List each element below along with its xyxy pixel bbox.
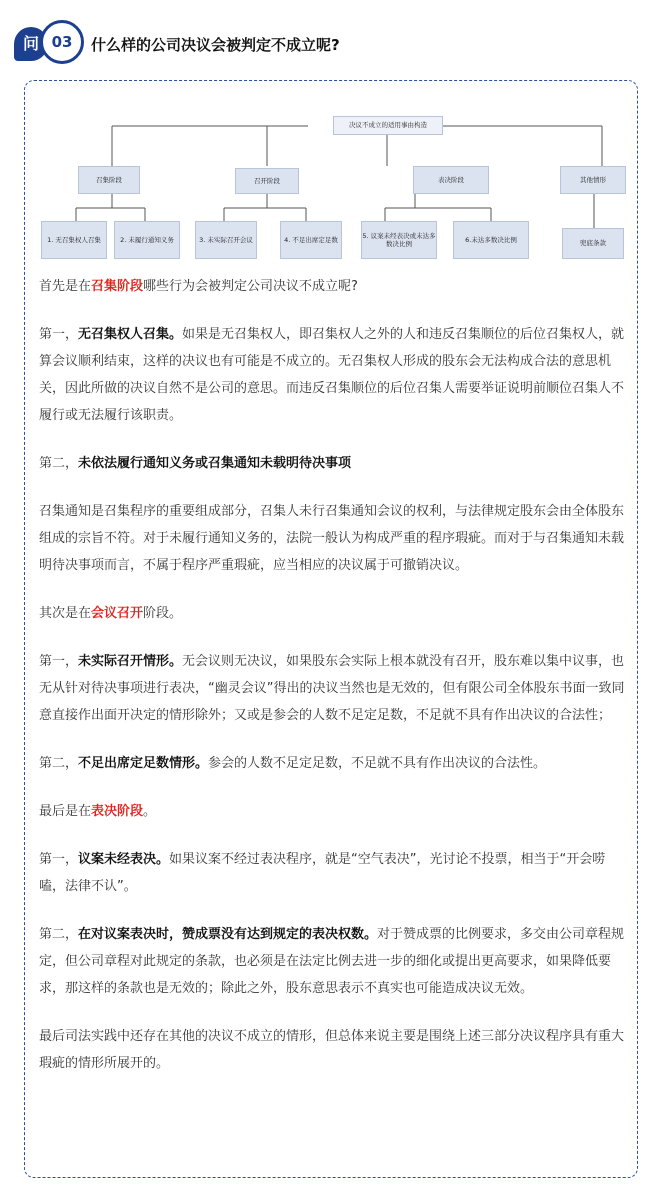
question-number: 03 — [40, 20, 84, 64]
diagram-stage-node: 其他情形 — [560, 166, 626, 194]
question-title: 什么样的公司决议会被判定不成立呢? — [91, 36, 340, 54]
paragraph: 第一，议案未经表决。如果议案不经过表决程序，就是“空气表决”，光讨论不投票，相当于“开会唠嗑，法律不认”。 — [39, 852, 606, 894]
paragraph: 第一，未实际召开情形。无会议则无决议，如果股东会实际上根本就没有召开，股东难以集中议事，也无从针对待决事项进行表决，“幽灵会议”得出的决议当然也是无效的，但有限公司全体股东书面一致同意直接作出面开决定的情形除外；又或是参会的人数不足定足数，不足就不具有作出决议的合法性； — [39, 654, 625, 723]
question-header — [0, 0, 652, 80]
question-badge: 问 — [14, 27, 48, 61]
diagram-leaf-node: 兜底条款 — [562, 228, 624, 259]
paragraph: 第二，不足出席定足数情形。参会的人数不足定足数，不足就不具有作出决议的合法性。 — [39, 756, 547, 771]
structure-diagram — [40, 108, 630, 268]
diagram-leaf-node: 5. 议案未经表决或未达多数决比例 — [361, 221, 437, 259]
diagram-leaf-node: 4. 不足出席定足数 — [280, 221, 342, 259]
paragraph: 最后司法实践中还存在其他的决议不成立的情形，但总体来说主要是围绕上述三部分决议程序具有重大瑕疵的情形所展开的。 — [39, 1029, 625, 1071]
paragraph: 其次是在会议召开阶段。 — [39, 606, 183, 621]
paragraph: 召集通知是召集程序的重要组成部分，召集人未行召集通知会议的权利，与法律规定股东会由全体股东组成的宗旨不符。对于未履行通知义务的，法院一般认为构成严重的程序瑕疵。而对于与召集通知未载明待决事项而言，不属于程序严重瑕疵，应当相应的决议属于可撤销决议。 — [39, 504, 625, 573]
paragraph: 第二，未依法履行通知义务或召集通知未载明待决事项 — [39, 456, 352, 471]
article-body — [39, 273, 631, 1098]
diagram-root-node: 决议不成立的适用事由构造 — [333, 116, 443, 135]
paragraph: 第二，在对议案表决时，赞成票没有达到规定的表决权数。对于赞成票的比例要求，多交由公司章程规定，但公司章程对此规定的条款，也必须是在法定比例去进一步的细化或提出更高要求，如果降低要求，那这样的条款也是无效的；除此之外，股东意思表示不真实也可能造成决议无效。 — [39, 927, 625, 996]
diagram-stage-node: 召开阶段 — [235, 168, 299, 194]
diagram-leaf-node: 1. 无召集权人召集 — [41, 221, 107, 259]
paragraph: 第一，无召集权人召集。如果是无召集权人，即召集权人之外的人和违反召集顺位的后位召集权人，就算会议顺利结束，这样的决议也有可能是不成立的。无召集权人形成的股东会无法构成合法的意思机关，因此所做的决议自然不是公司的意思。而违反召集顺位的后位召集人需要举证说明前顺位召集人不履行或无法履行该职责。 — [39, 327, 625, 423]
paragraph: 首先是在召集阶段哪些行为会被判定公司决议不成立呢? — [39, 279, 358, 294]
paragraph: 最后是在表决阶段。 — [39, 804, 157, 819]
diagram-leaf-node: 3. 未实际召开会议 — [195, 221, 257, 259]
diagram-stage-node: 召集阶段 — [78, 166, 140, 194]
diagram-stage-node: 表决阶段 — [413, 166, 489, 194]
diagram-leaf-node: 2. 未履行通知义务 — [114, 221, 180, 259]
diagram-leaf-node: 6.未达多数决比例 — [453, 221, 529, 259]
